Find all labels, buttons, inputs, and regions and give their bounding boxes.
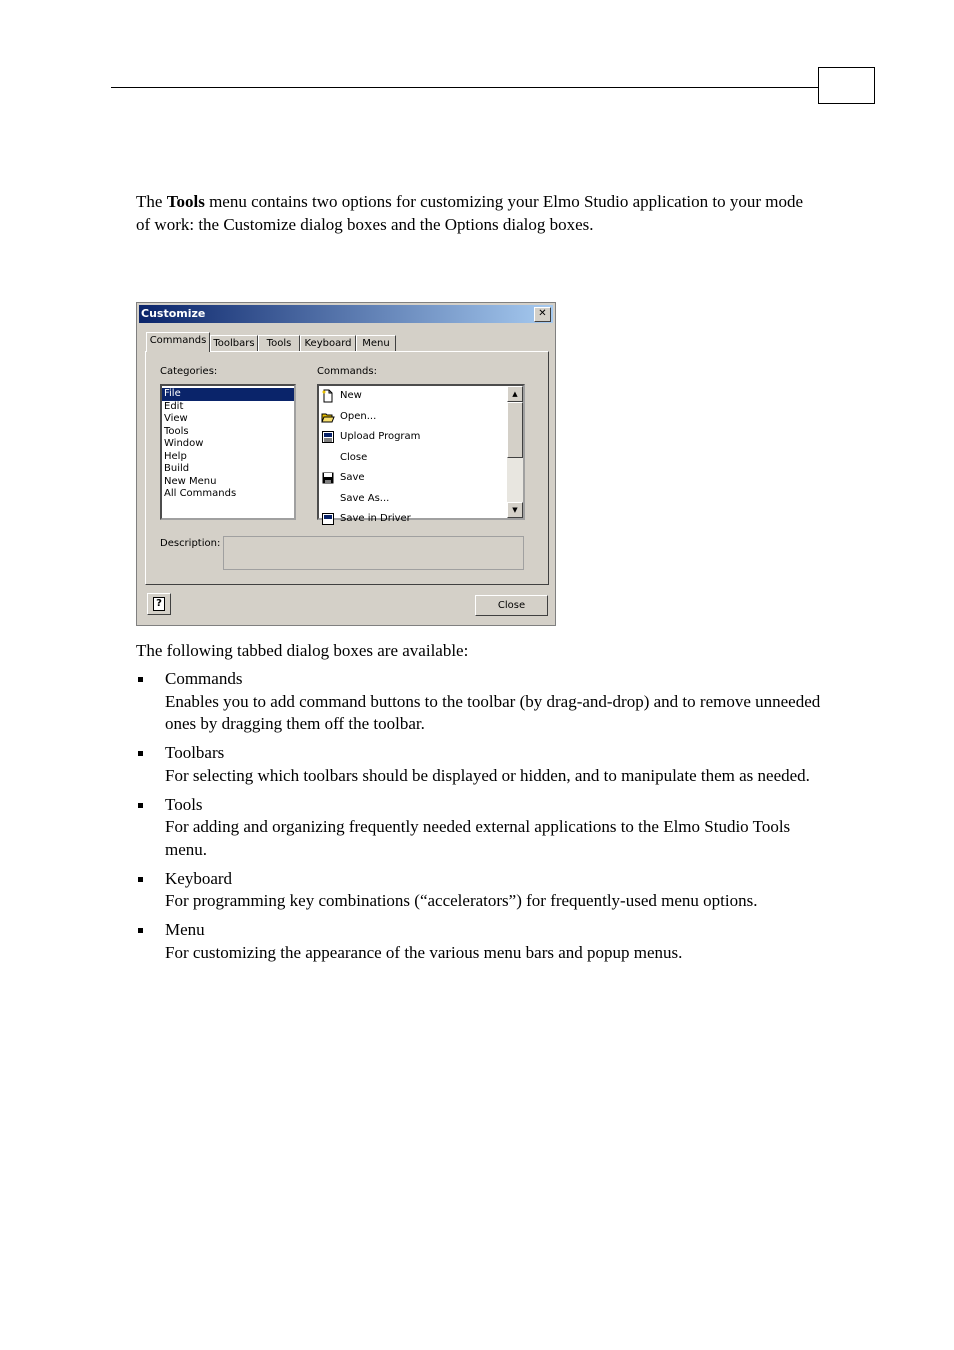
header-rule (111, 87, 819, 88)
commands-label: Commands: (317, 366, 377, 377)
command-label: New (340, 390, 362, 401)
command-label: Upload Program (340, 431, 421, 442)
bullet-icon (138, 877, 143, 882)
tab-keyboard[interactable]: Keyboard (300, 335, 356, 351)
command-label: Save As... (340, 492, 390, 504)
category-item[interactable]: Edit (164, 400, 184, 412)
page-number-box (818, 67, 875, 104)
bullet-desc: Enables you to add command buttons to the toolbar (by drag-and-drop) and to remove unneeded ones by dragging them off the toolbar. (165, 691, 821, 733)
category-item[interactable]: Help (164, 450, 187, 462)
bullet-title: Tools (165, 794, 203, 814)
category-item[interactable]: Tools (164, 425, 189, 437)
commands-listbox[interactable] (317, 384, 525, 524)
command-label: Save (340, 472, 365, 483)
help-button[interactable] (147, 593, 171, 615)
bullet-desc: For adding and organizing frequently needed external applications to the Elmo Studio Tools menu. (165, 817, 791, 859)
tab-tools[interactable]: Tools (258, 335, 300, 351)
commands-panel (145, 351, 549, 585)
list-item (136, 794, 826, 862)
close-button[interactable]: Close (475, 595, 548, 616)
intro-suffix: menu contains two options for customizing your Elmo Studio application to your mode of work: the Customize dialog boxes and the Options dialog boxes. (136, 192, 804, 234)
list-item (136, 742, 826, 787)
category-item[interactable]: Window (164, 438, 204, 449)
categories-listbox[interactable] (160, 384, 296, 520)
bullet-icon (138, 928, 143, 933)
description-box (223, 536, 524, 570)
scroll-thumb[interactable] (507, 402, 523, 458)
following-text: The following tabbed dialog boxes are available: (136, 641, 469, 660)
command-item-open[interactable] (319, 407, 507, 428)
category-item[interactable]: View (164, 413, 188, 424)
category-item[interactable]: All Commands (164, 488, 237, 499)
help-icon: ? (153, 597, 165, 611)
command-item-save-as[interactable] (319, 489, 507, 510)
bullet-desc: For selecting which toolbars should be displayed or hidden, and to manipulate them as needed. (165, 765, 810, 785)
description-label: Description: (160, 538, 221, 549)
intro-prefix: The (136, 192, 167, 211)
bullet-icon (138, 677, 143, 682)
bullet-title: Commands (165, 669, 243, 688)
tab-commands[interactable]: Commands (146, 332, 210, 352)
save-driver-icon (322, 513, 334, 525)
list-item (136, 919, 826, 964)
save-disk-icon (322, 472, 334, 484)
dialog-titlebar (139, 305, 553, 323)
category-item[interactable]: New Menu (164, 475, 217, 487)
command-item-save[interactable] (319, 468, 507, 489)
intro-bold: Tools (166, 192, 205, 211)
command-label: Close (340, 451, 368, 463)
categories-label: Categories: (160, 366, 218, 377)
command-label: Save in Driver (340, 513, 411, 524)
category-item[interactable]: Build (164, 463, 190, 474)
command-item-new[interactable] (319, 386, 507, 407)
bullet-icon (138, 751, 143, 756)
list-item (136, 668, 826, 736)
bullet-desc: For customizing the appearance of the various menu bars and popup menus. (165, 942, 683, 962)
bullet-title: Menu (165, 920, 205, 939)
tab-menu[interactable]: Menu (356, 335, 396, 351)
commands-scrollbar[interactable] (507, 386, 523, 518)
command-item-save-in-driver[interactable] (319, 509, 507, 530)
bullet-title: Keyboard (165, 868, 233, 888)
dialog-close-icon[interactable]: ✕ (534, 307, 551, 322)
command-item-close[interactable] (319, 448, 507, 469)
category-item[interactable]: File (162, 388, 294, 401)
command-label: Open... (340, 410, 377, 422)
dialog-tabs-list (136, 668, 826, 971)
upload-program-icon (322, 431, 334, 443)
open-folder-icon (322, 411, 334, 423)
scroll-down-icon[interactable]: ▼ (507, 502, 523, 518)
scroll-up-icon[interactable]: ▲ (507, 386, 523, 402)
dialog-title: Customize (141, 307, 206, 320)
tab-toolbars[interactable]: Toolbars (210, 335, 258, 351)
bullet-desc: For programming key combinations (“accelerators”) for frequently-used menu options. (165, 891, 758, 910)
bullet-icon (138, 803, 143, 808)
intro-paragraph (136, 191, 816, 236)
new-file-icon (322, 390, 334, 402)
customize-dialog (136, 302, 556, 626)
bullet-title: Toolbars (165, 743, 225, 762)
command-item-upload-program[interactable] (319, 427, 507, 448)
list-item (136, 868, 826, 913)
